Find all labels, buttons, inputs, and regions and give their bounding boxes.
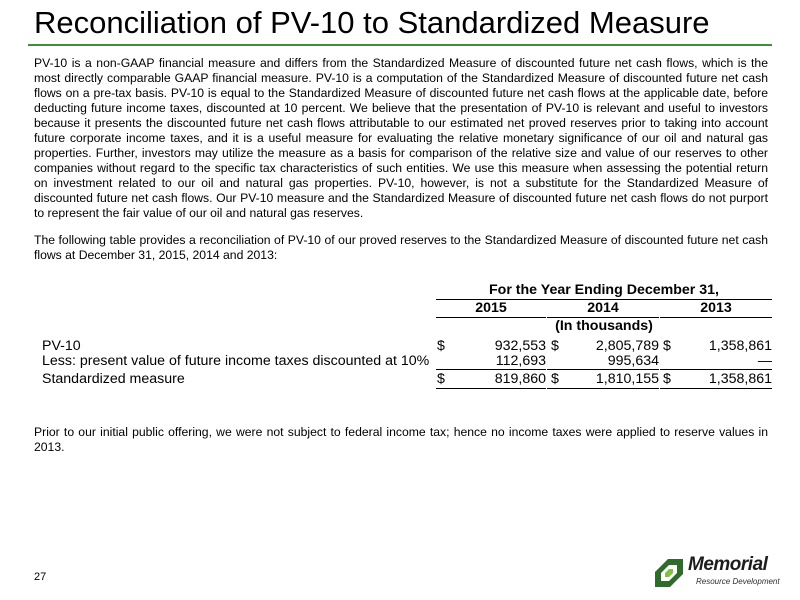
- logo-tagline: Resource Development: [696, 577, 780, 586]
- total-rule-2015: [436, 388, 546, 389]
- units-label: (In thousands): [555, 318, 653, 334]
- column-header-2013: 2013: [700, 300, 732, 316]
- page-title: Reconciliation of PV-10 to Standardized Measure: [34, 5, 710, 40]
- row-label-standardized-measure: Standardized measure: [42, 371, 185, 387]
- value-pv10-2014: 2,805,789: [595, 338, 659, 354]
- total-rule-2014: [547, 388, 659, 389]
- currency-symbol: $: [663, 338, 671, 354]
- row-label-income-taxes: Less: present value of future income taxes discounted at 10%: [42, 353, 430, 369]
- table-group-header: For the Year Ending December 31,: [489, 282, 719, 298]
- footnote-paragraph: Prior to our initial public offering, we were not subject to federal income tax; hence no income taxes were applied to reserve values in 2013.: [34, 425, 768, 454]
- column-header-2015: 2015: [475, 300, 507, 316]
- row-label-pv10: PV-10: [42, 338, 81, 354]
- value-pv10-2013: 1,358,861: [708, 338, 772, 354]
- value-standardized-2013: 1,358,861: [708, 371, 772, 387]
- memorial-logo-icon: [652, 556, 686, 590]
- currency-symbol: $: [551, 338, 559, 354]
- value-taxes-2015: 112,693: [495, 353, 546, 369]
- table-intro-paragraph: The following table provides a reconciliation of PV-10 of our proved reserves to the Standardized Measure of discounted future net cash flows at December 31, 2015, 2014 and 2013:: [34, 233, 768, 262]
- value-taxes-2013: —: [757, 353, 772, 369]
- intro-paragraph: PV-10 is a non-GAAP financial measure and differs from the Standardized Measure of discounted future net cash flows, which is the most directly comparable GAAP financial measure. PV-10 is a computation of the Standardized Measure of discounted future net cash flows on a pre-tax basis. PV-10 is equal to the Standardized Measure of discounted future net cash flows at the applicable date, before deducting future income taxes, discounted at 10 percent. We believe that the presentation of PV-10 is relevant and useful to investors because it presents the discounted future net cash flows attributable to our estimated net proved reserves prior to taking into account future corporate income taxes, and it is a useful measure for evaluating the relative monetary significance of our oil and natural gas properties. Further, investors may utilize the measure as a basis for comparison of the relative size and value of our reserves to other companies without regard to the specific tax characteristics of such entities. We use this measure when assessing the potential return on investment related to our oil and natural gas properties. PV-10, however, is not a substitute for the Standardized Measure of discounted future net cash flows. Our PV-10 measure and the Standardized Measure of discounted future net cash flows do not purport to represent the fair value of our oil and natural gas reserves.: [34, 56, 768, 220]
- title-divider: [28, 44, 772, 46]
- value-taxes-2014: 995,634: [607, 353, 659, 369]
- logo-wordmark: Memorial: [688, 554, 768, 575]
- currency-symbol: $: [663, 371, 671, 387]
- currency-symbol: $: [437, 371, 445, 387]
- value-pv10-2015: 932,553: [494, 338, 546, 354]
- value-standardized-2015: 819,860: [494, 371, 546, 387]
- total-rule-2013: [660, 388, 772, 389]
- currency-symbol: $: [551, 371, 559, 387]
- company-logo: [652, 552, 782, 594]
- page-number: 27: [34, 571, 47, 583]
- column-header-2014: 2014: [587, 300, 619, 316]
- currency-symbol: $: [437, 338, 445, 354]
- value-standardized-2014: 1,810,155: [595, 371, 659, 387]
